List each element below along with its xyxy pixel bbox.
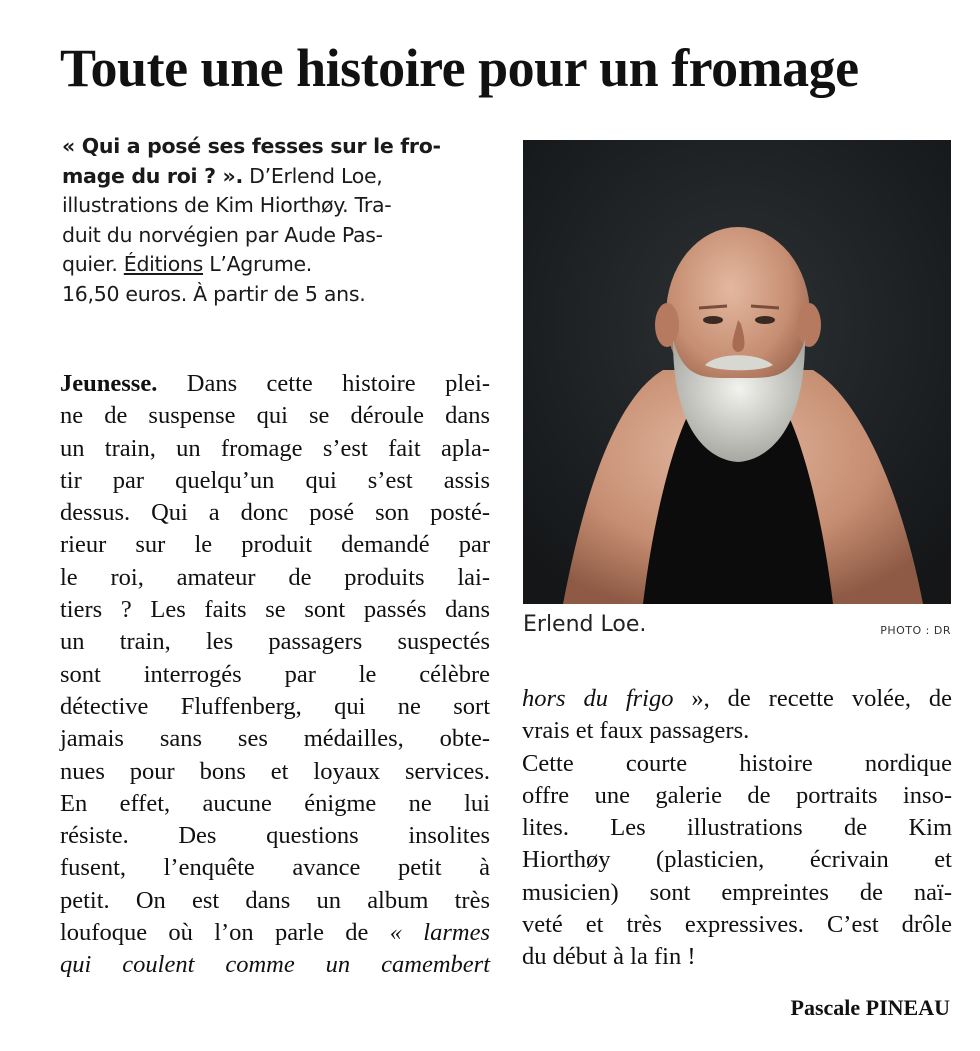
text-segment: L’Agrume. <box>203 252 313 276</box>
text-segment: En effet, aucune énigme ne lui <box>60 789 490 817</box>
text-line <box>60 756 490 788</box>
text-segment: petit. On est dans un album très <box>60 886 490 914</box>
text-segment: illustrations de Kim Hiorthøy. Tra- <box>62 193 392 217</box>
text-line <box>522 748 952 780</box>
text-line <box>60 659 490 691</box>
text-line <box>60 723 490 755</box>
text-line <box>60 917 490 949</box>
text-segment: nues pour bons et loyaux services. <box>60 757 490 785</box>
bold-text: Jeunesse. <box>60 370 158 397</box>
text-segment: tir par quelqu’un qui s’est assis <box>60 466 490 494</box>
text-line <box>62 191 492 221</box>
text-segment: musicien) sont empreintes de naï- <box>522 878 952 906</box>
bold-text: « Qui a posé ses fesses sur le fro- <box>62 134 441 158</box>
text-line <box>522 877 952 909</box>
text-line <box>62 280 492 310</box>
text-line <box>522 909 952 941</box>
article-body-right-column <box>522 683 952 974</box>
text-segment: Dans cette histoire plei- <box>157 370 490 397</box>
bold-text: mage du roi ? ». <box>62 163 243 188</box>
text-segment: veté et très expressives. C’est drôle <box>522 911 952 939</box>
text-segment: offre une galerie de portraits inso- <box>522 781 952 809</box>
text-segment: D’Erlend Loe, <box>242 163 383 188</box>
photo-caption-row <box>523 612 951 637</box>
text-line <box>60 400 490 432</box>
text-line <box>60 529 490 561</box>
text-line <box>60 691 490 723</box>
text-line <box>522 780 952 812</box>
text-segment: un train, un fromage s’est fait apla- <box>60 434 490 462</box>
text-segment: vrais et faux passagers. <box>522 717 750 745</box>
text-line <box>60 433 490 465</box>
text-line <box>62 132 492 162</box>
text-line <box>60 562 490 594</box>
text-line <box>60 497 490 529</box>
text-line <box>60 852 490 884</box>
text-segment: jamais sans ses médailles, obte- <box>60 725 490 753</box>
text-segment: », de recette volée, de <box>673 685 953 712</box>
text-segment: dessus. Qui a donc posé son posté- <box>60 499 490 527</box>
text-segment: fusent, l’enquête avance petit à <box>60 854 490 882</box>
text-line <box>522 941 952 973</box>
text-segment: tiers ? Les faits se sont passés dans <box>60 596 490 624</box>
text-line <box>60 368 490 400</box>
text-line <box>60 594 490 626</box>
italic-text: « larmes <box>389 919 490 947</box>
text-line <box>60 820 490 852</box>
text-line <box>60 788 490 820</box>
text-line <box>522 715 952 747</box>
text-line <box>522 812 952 844</box>
article-body-left-column <box>60 368 490 982</box>
text-segment: détective Fluffenberg, qui ne sort <box>60 692 490 720</box>
text-segment: le roi, amateur de produits lai- <box>60 563 490 591</box>
text-segment: 16,50 euros. À partir de 5 ans. <box>62 281 366 306</box>
text-segment: du début à la fin ! <box>522 943 696 971</box>
text-segment: Hiorthøy (plasticien, écrivain et <box>522 846 952 874</box>
text-segment: rieur sur le produit demandé par <box>60 531 490 559</box>
italic-text: hors du frigo <box>522 685 674 712</box>
text-line <box>60 949 490 981</box>
text-line <box>60 465 490 497</box>
text-segment: résiste. Des questions insolites <box>60 822 490 850</box>
text-line <box>62 250 492 280</box>
text-segment: quier. <box>62 252 124 276</box>
text-segment: Cette courte histoire nordique <box>522 749 952 777</box>
author-portrait-image <box>523 140 951 604</box>
text-segment: loufoque où l’on parle de <box>60 919 390 947</box>
text-segment: lites. Les illustrations de Kim <box>522 814 952 842</box>
author-signature: Pascale PINEAU <box>790 995 950 1020</box>
text-line <box>62 221 492 251</box>
text-segment: duit du norvégien par Aude Pas- <box>62 222 383 247</box>
book-info <box>62 132 492 309</box>
text-line <box>522 844 952 876</box>
italic-text: qui coulent comme un camembert <box>60 951 490 979</box>
underlined-text: Éditions <box>123 252 204 276</box>
text-segment: un train, les passagers suspectés <box>60 628 490 656</box>
photo-credit: PHOTO : DR <box>880 624 951 637</box>
text-segment: ne de suspense qui se déroule dans <box>60 402 490 430</box>
photo-caption: Erlend Loe. <box>523 612 647 637</box>
article-headline: Toute une histoire pour un fromage <box>60 38 859 98</box>
author-photo <box>523 140 951 604</box>
text-line <box>62 162 492 192</box>
text-line <box>60 885 490 917</box>
text-segment: sont interrogés par le célèbre <box>60 660 490 688</box>
text-line <box>522 683 952 715</box>
text-line <box>60 626 490 658</box>
